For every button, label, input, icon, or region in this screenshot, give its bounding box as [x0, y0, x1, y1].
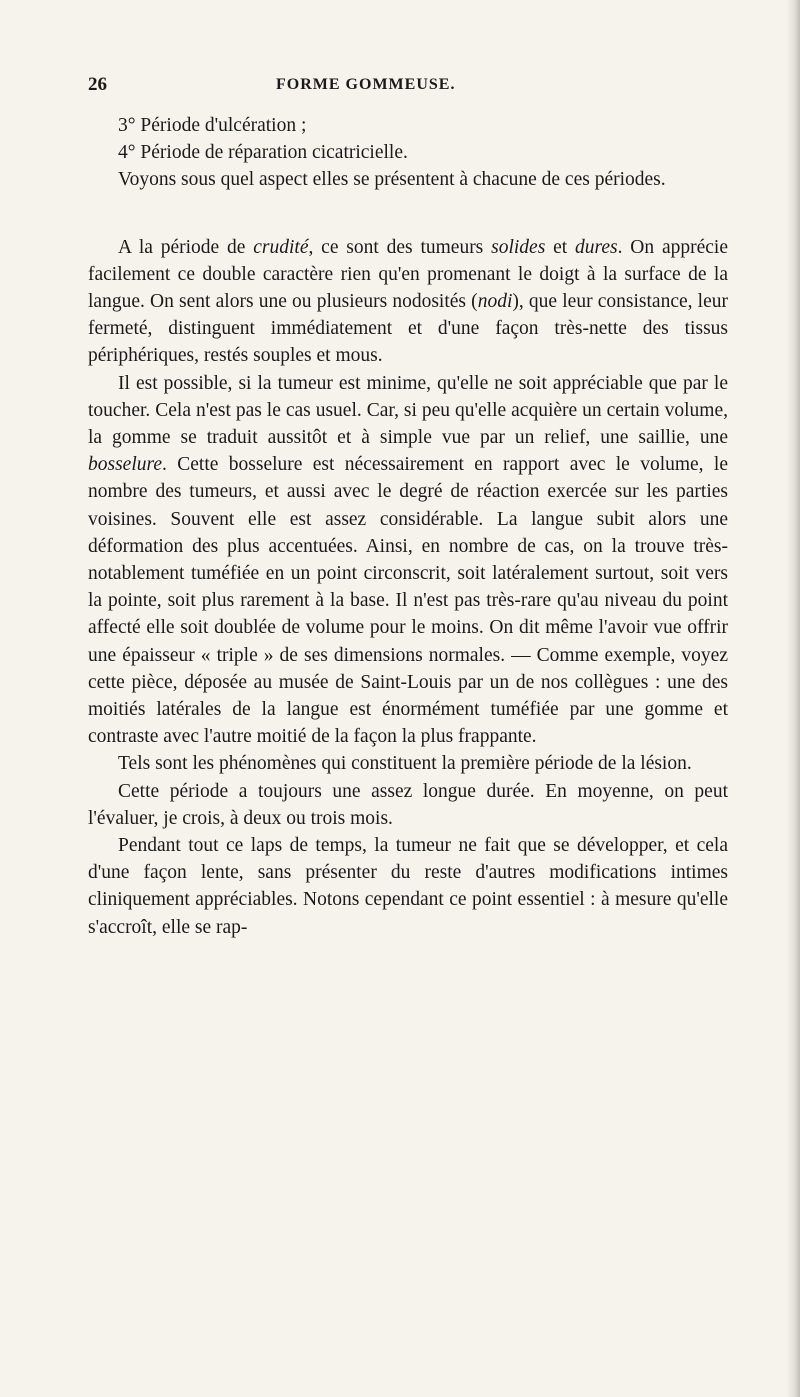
paragraph-text: A la période de — [118, 236, 254, 258]
paragraph-3 — [88, 370, 728, 751]
paragraph-text: ), que leur consistance, leur fermeté, distinguent immédiatement et d'une façon très-nette des tissus périphériques, restés souples et mous. — [88, 291, 728, 367]
paragraph-text: . On apprécie facilement ce double caractère rien qu'en promenant le doigt à la surface de la langue. On sent alors une ou plusieurs nodosités ( — [88, 236, 728, 313]
page-number: 26 — [88, 74, 107, 95]
paragraph-text: . Cette bosselure est nécessairement en rapport avec le volume, le nombre des tumeurs, et aussi avec le degré de réaction exercée sur les parties voisines. Souvent elle est assez considérable. La langue subit alors une déformation des plus accentuées. Ainsi, en nombre de cas, on la trouve très-notablement tuméfiée en un point circonscrit, soit latéralement surtout, soit vers la pointe, soit plus rarement à la base. Il n'est pas très-rare qu'au niveau du point affecté elle soit doublée de volume pour le moins. On dit même l'avoir vue offrir une épaisseur « triple » de ses dimensions normales. — Comme exemple, voyez cette pièce, déposée au musée de Saint-Louis par un de nos collègues : une des moitiés latérales de la langue est énormément tuméfiée par une gomme et contraste avec l'autre moitié de la façon la plus frappante. — [88, 454, 728, 748]
italic-term-solides: solides — [491, 236, 546, 258]
paragraph-text: Il est possible, si la tumeur est minime, qu'elle ne soit appréciable que par le toucher. Cela n'est pas le cas usuel. Car, si peu qu'elle acquière un certain volume, la gomme se traduit aussitôt et à simple vue par un relief, une saillie, une — [88, 372, 728, 449]
paragraph-text: , ce sont des tumeurs — [308, 236, 492, 258]
paragraph-text: et — [545, 236, 575, 258]
italic-term-nodi: nodi — [477, 291, 513, 313]
page-edge-shadow — [786, 0, 800, 1397]
list-item: 3° Période d'ulcération ; — [118, 115, 307, 136]
paragraph-6: Pendant tout ce laps de temps, la tumeur ne fait que se développer, et cela d'une façon lente, sans présenter du reste d'autres modifications intimes cliniquement appréciables. Notons cependant ce point essentiel : à mesure qu'elle s'accroît, elle se rap- — [88, 835, 728, 938]
page-header — [88, 74, 728, 102]
list-item: 4° Période de réparation cicatricielle. — [118, 142, 408, 164]
italic-term-dures: dures — [575, 236, 618, 258]
paragraph-4: Tels sont les phénomènes qui constituent la première période de la lésion. — [118, 753, 692, 775]
italic-term-bosselure: bosselure — [88, 454, 163, 476]
paragraph-5: Cette période a toujours une assez longue durée. En moyenne, on peut l'évaluer, je crois, à deux ou trois mois. — [88, 780, 728, 829]
paragraph-gap — [88, 194, 728, 234]
body-text — [88, 112, 728, 941]
running-title: FORME GOMMEUSE. — [276, 76, 456, 93]
paragraph-2 — [88, 234, 728, 370]
paragraph-1: Voyons sous quel aspect elles se présentent à chacune de ces périodes. — [118, 169, 666, 191]
italic-term-crudite: crudité — [253, 236, 309, 258]
